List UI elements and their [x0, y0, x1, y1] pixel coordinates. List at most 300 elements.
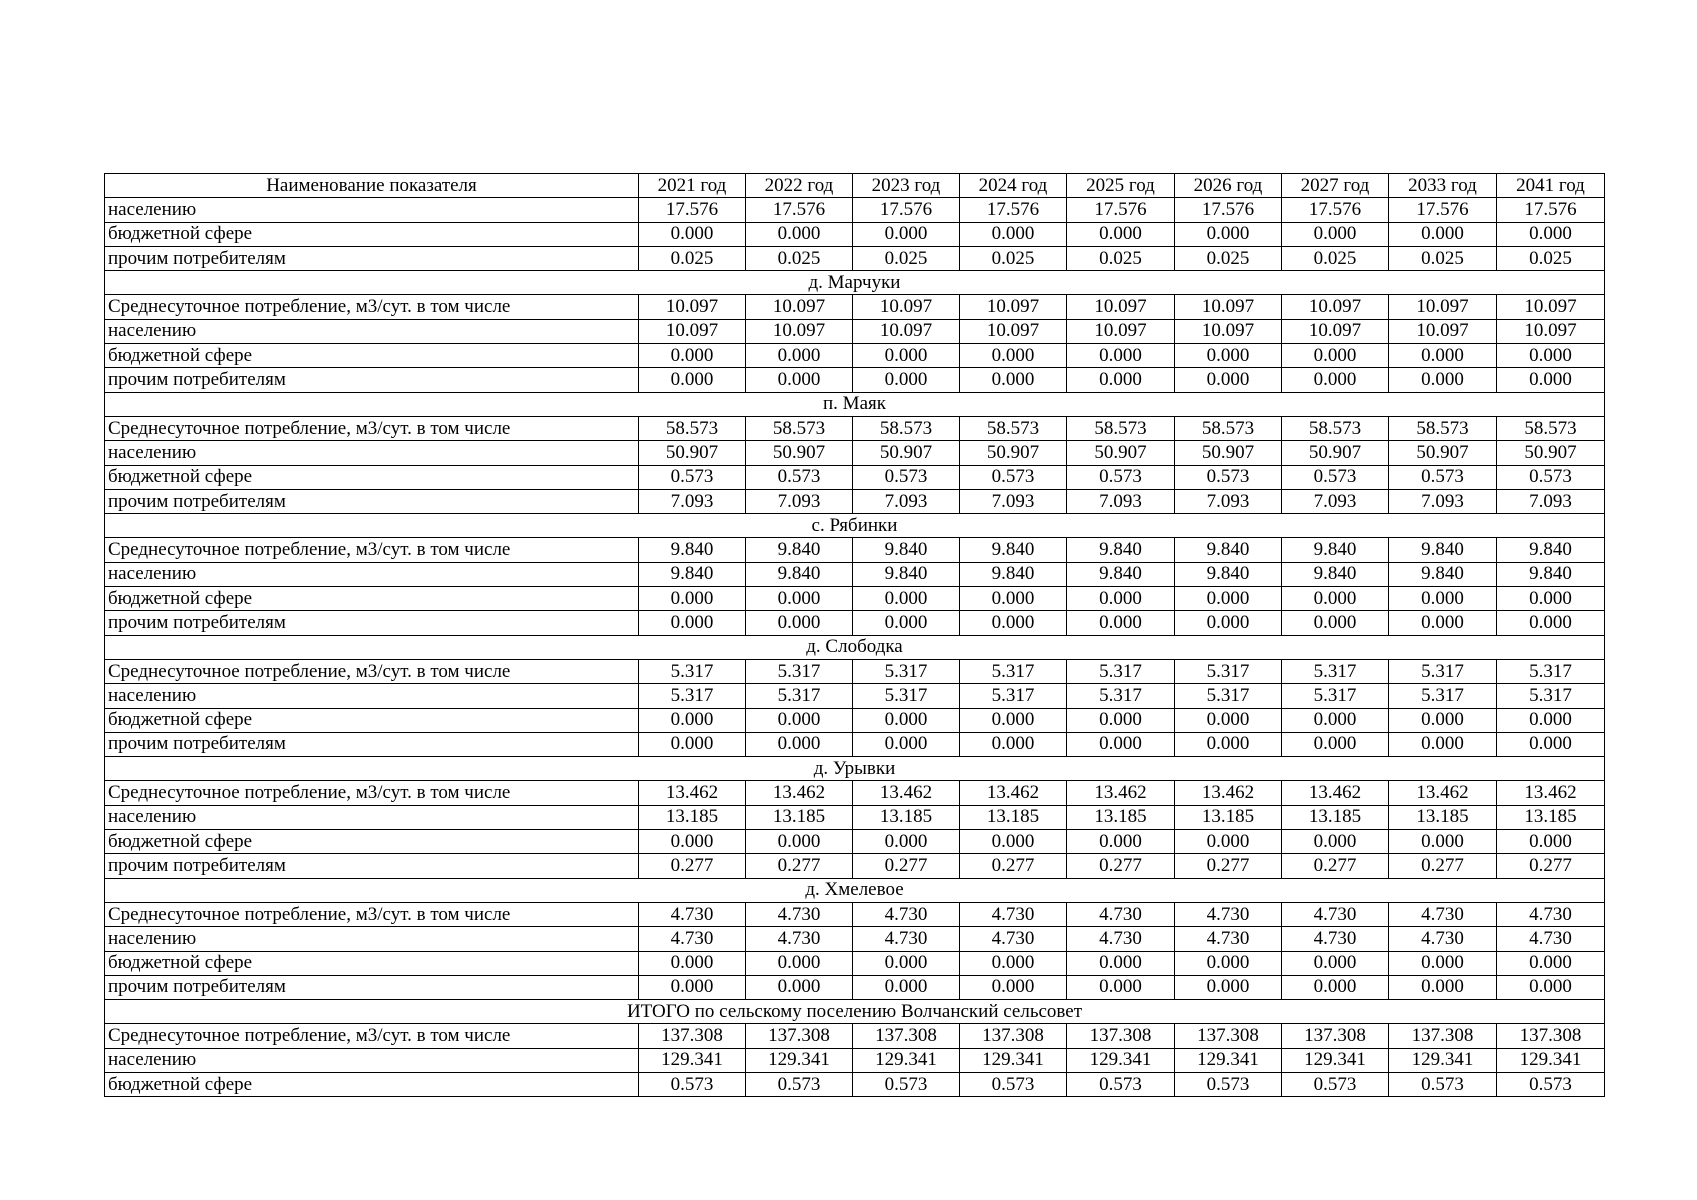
cell-value: 4.730	[746, 902, 853, 926]
cell-value: 4.730	[1175, 902, 1282, 926]
cell-value: 10.097	[1175, 319, 1282, 343]
cell-value: 0.025	[960, 246, 1067, 270]
cell-value: 0.000	[746, 222, 853, 246]
table-row	[105, 659, 1605, 683]
cell-value: 4.730	[1067, 927, 1175, 951]
cell-value: 13.185	[1389, 805, 1497, 829]
cell-value: 0.000	[1067, 587, 1175, 611]
row-label: прочим потребителям	[105, 246, 639, 270]
row-label: бюджетной сфере	[105, 344, 639, 368]
section-row	[105, 1000, 1605, 1024]
cell-value: 7.093	[1389, 489, 1497, 513]
cell-value: 9.840	[1497, 562, 1605, 586]
cell-value: 0.000	[746, 830, 853, 854]
cell-value: 4.730	[1389, 927, 1497, 951]
cell-value: 58.573	[1282, 416, 1389, 440]
cell-value: 58.573	[1175, 416, 1282, 440]
table-row	[105, 781, 1605, 805]
table-row	[105, 246, 1605, 270]
cell-value: 0.573	[1175, 1072, 1282, 1096]
cell-value: 17.576	[1175, 198, 1282, 222]
cell-value: 17.576	[1282, 198, 1389, 222]
cell-value: 17.576	[853, 198, 960, 222]
table-row	[105, 489, 1605, 513]
cell-value: 0.025	[853, 246, 960, 270]
table-row	[105, 319, 1605, 343]
cell-value: 0.000	[1282, 708, 1389, 732]
cell-value: 4.730	[960, 902, 1067, 926]
cell-value: 0.000	[960, 732, 1067, 756]
cell-value: 0.000	[960, 951, 1067, 975]
cell-value: 4.730	[853, 902, 960, 926]
cell-value: 0.000	[1282, 344, 1389, 368]
cell-value: 0.000	[746, 344, 853, 368]
cell-value: 0.277	[1389, 854, 1497, 878]
cell-value: 0.277	[1497, 854, 1605, 878]
cell-value: 10.097	[746, 319, 853, 343]
row-label: прочим потребителям	[105, 732, 639, 756]
cell-value: 0.573	[853, 1072, 960, 1096]
table-row	[105, 1048, 1605, 1072]
cell-value: 0.000	[639, 587, 746, 611]
table-row	[105, 684, 1605, 708]
cell-value: 0.000	[639, 222, 746, 246]
row-label: бюджетной сфере	[105, 587, 639, 611]
cell-value: 137.308	[1389, 1024, 1497, 1048]
cell-value: 5.317	[1067, 659, 1175, 683]
cell-value: 129.341	[1497, 1048, 1605, 1072]
cell-value: 5.317	[746, 659, 853, 683]
cell-value: 4.730	[1175, 927, 1282, 951]
header-year: 2022 год	[746, 174, 853, 198]
cell-value: 0.000	[960, 975, 1067, 999]
table-row	[105, 587, 1605, 611]
cell-value: 0.573	[746, 1072, 853, 1096]
row-label: прочим потребителям	[105, 854, 639, 878]
cell-value: 0.573	[746, 465, 853, 489]
section-title: д. Марчуки	[105, 271, 1605, 295]
cell-value: 10.097	[746, 295, 853, 319]
cell-value: 5.317	[960, 684, 1067, 708]
cell-value: 9.840	[746, 562, 853, 586]
table-row	[105, 465, 1605, 489]
cell-value: 58.573	[1497, 416, 1605, 440]
cell-value: 0.573	[1389, 1072, 1497, 1096]
cell-value: 0.000	[746, 732, 853, 756]
cell-value: 7.093	[746, 489, 853, 513]
cell-value: 5.317	[1497, 659, 1605, 683]
row-label: прочим потребителям	[105, 975, 639, 999]
cell-value: 0.000	[1175, 830, 1282, 854]
row-label: прочим потребителям	[105, 489, 639, 513]
cell-value: 137.308	[1497, 1024, 1605, 1048]
cell-value: 10.097	[1282, 295, 1389, 319]
table-row	[105, 441, 1605, 465]
table-row	[105, 368, 1605, 392]
cell-value: 13.185	[1175, 805, 1282, 829]
cell-value: 0.025	[1389, 246, 1497, 270]
cell-value: 58.573	[1067, 416, 1175, 440]
cell-value: 7.093	[1497, 489, 1605, 513]
table-row	[105, 951, 1605, 975]
cell-value: 9.840	[1497, 538, 1605, 562]
cell-value: 13.462	[746, 781, 853, 805]
cell-value: 0.025	[1497, 246, 1605, 270]
cell-value: 58.573	[960, 416, 1067, 440]
cell-value: 137.308	[746, 1024, 853, 1048]
cell-value: 13.462	[1067, 781, 1175, 805]
cell-value: 0.000	[1067, 222, 1175, 246]
cell-value: 13.185	[960, 805, 1067, 829]
cell-value: 0.000	[1389, 830, 1497, 854]
row-label: населению	[105, 927, 639, 951]
cell-value: 0.277	[1175, 854, 1282, 878]
cell-value: 9.840	[1389, 562, 1497, 586]
cell-value: 13.185	[853, 805, 960, 829]
cell-value: 0.000	[639, 708, 746, 732]
cell-value: 5.317	[1497, 684, 1605, 708]
cell-value: 0.000	[639, 611, 746, 635]
cell-value: 4.730	[746, 927, 853, 951]
header-name: Наименование показателя	[105, 174, 639, 198]
cell-value: 0.000	[746, 587, 853, 611]
cell-value: 9.840	[853, 538, 960, 562]
cell-value: 0.000	[1282, 732, 1389, 756]
cell-value: 0.000	[853, 708, 960, 732]
row-label: Среднесуточное потребление, м3/сут. в том числе	[105, 295, 639, 319]
cell-value: 4.730	[1497, 902, 1605, 926]
cell-value: 0.573	[1175, 465, 1282, 489]
cell-value: 13.185	[639, 805, 746, 829]
cell-value: 0.000	[1282, 830, 1389, 854]
cell-value: 4.730	[1282, 902, 1389, 926]
cell-value: 0.000	[853, 344, 960, 368]
table-row	[105, 344, 1605, 368]
cell-value: 0.000	[1497, 708, 1605, 732]
row-label: населению	[105, 805, 639, 829]
cell-value: 0.000	[1067, 344, 1175, 368]
header-year: 2026 год	[1175, 174, 1282, 198]
cell-value: 17.576	[1497, 198, 1605, 222]
cell-value: 0.000	[960, 587, 1067, 611]
cell-value: 137.308	[853, 1024, 960, 1048]
cell-value: 0.000	[1175, 611, 1282, 635]
cell-value: 9.840	[1175, 562, 1282, 586]
cell-value: 0.573	[960, 465, 1067, 489]
cell-value: 13.185	[1497, 805, 1605, 829]
cell-value: 0.000	[1389, 732, 1497, 756]
cell-value: 5.317	[853, 659, 960, 683]
cell-value: 0.000	[1175, 975, 1282, 999]
row-label: бюджетной сфере	[105, 708, 639, 732]
cell-value: 0.000	[746, 975, 853, 999]
cell-value: 0.573	[853, 465, 960, 489]
cell-value: 50.907	[1497, 441, 1605, 465]
cell-value: 0.573	[639, 465, 746, 489]
section-row	[105, 878, 1605, 902]
cell-value: 0.000	[1175, 344, 1282, 368]
cell-value: 4.730	[960, 927, 1067, 951]
cell-value: 5.317	[1175, 659, 1282, 683]
cell-value: 5.317	[1282, 659, 1389, 683]
cell-value: 5.317	[853, 684, 960, 708]
cell-value: 9.840	[639, 562, 746, 586]
table-row	[105, 854, 1605, 878]
cell-value: 137.308	[1282, 1024, 1389, 1048]
table-row	[105, 538, 1605, 562]
cell-value: 4.730	[1497, 927, 1605, 951]
cell-value: 0.000	[853, 732, 960, 756]
row-label: бюджетной сфере	[105, 222, 639, 246]
cell-value: 0.573	[1067, 1072, 1175, 1096]
cell-value: 0.277	[746, 854, 853, 878]
table-row	[105, 416, 1605, 440]
cell-value: 0.573	[1497, 465, 1605, 489]
cell-value: 0.000	[1282, 587, 1389, 611]
cell-value: 0.025	[639, 246, 746, 270]
cell-value: 17.576	[1067, 198, 1175, 222]
row-label: бюджетной сфере	[105, 951, 639, 975]
cell-value: 5.317	[1067, 684, 1175, 708]
table-row	[105, 975, 1605, 999]
cell-value: 0.000	[639, 951, 746, 975]
cell-value: 0.000	[1175, 222, 1282, 246]
cell-value: 0.277	[639, 854, 746, 878]
cell-value: 58.573	[746, 416, 853, 440]
cell-value: 0.000	[746, 611, 853, 635]
cell-value: 129.341	[853, 1048, 960, 1072]
cell-value: 129.341	[1282, 1048, 1389, 1072]
cell-value: 0.000	[1497, 975, 1605, 999]
cell-value: 0.025	[1282, 246, 1389, 270]
row-label: Среднесуточное потребление, м3/сут. в том числе	[105, 416, 639, 440]
header-year: 2027 год	[1282, 174, 1389, 198]
cell-value: 5.317	[639, 659, 746, 683]
cell-value: 0.000	[1067, 975, 1175, 999]
cell-value: 0.000	[1175, 708, 1282, 732]
cell-value: 58.573	[1389, 416, 1497, 440]
header-year: 2025 год	[1067, 174, 1175, 198]
cell-value: 0.000	[1389, 975, 1497, 999]
cell-value: 9.840	[960, 538, 1067, 562]
table-row	[105, 295, 1605, 319]
cell-value: 10.097	[960, 319, 1067, 343]
cell-value: 7.093	[1175, 489, 1282, 513]
cell-value: 9.840	[1282, 538, 1389, 562]
header-year: 2021 год	[639, 174, 746, 198]
cell-value: 0.000	[1282, 951, 1389, 975]
cell-value: 129.341	[746, 1048, 853, 1072]
cell-value: 0.277	[1067, 854, 1175, 878]
cell-value: 0.000	[853, 222, 960, 246]
cell-value: 0.000	[1282, 611, 1389, 635]
cell-value: 50.907	[960, 441, 1067, 465]
header-year: 2041 год	[1497, 174, 1605, 198]
row-label: населению	[105, 319, 639, 343]
cell-value: 17.576	[960, 198, 1067, 222]
table-row	[105, 222, 1605, 246]
section-title: д. Слободка	[105, 635, 1605, 659]
cell-value: 129.341	[960, 1048, 1067, 1072]
table-row	[105, 902, 1605, 926]
cell-value: 0.277	[1282, 854, 1389, 878]
cell-value: 0.000	[639, 830, 746, 854]
cell-value: 0.000	[639, 344, 746, 368]
cell-value: 10.097	[1389, 319, 1497, 343]
cell-value: 0.000	[1389, 368, 1497, 392]
cell-value: 0.000	[853, 368, 960, 392]
header-year: 2033 год	[1389, 174, 1497, 198]
cell-value: 50.907	[746, 441, 853, 465]
row-label: прочим потребителям	[105, 368, 639, 392]
cell-value: 0.000	[960, 344, 1067, 368]
cell-value: 0.000	[960, 708, 1067, 732]
table-row	[105, 830, 1605, 854]
cell-value: 0.000	[746, 368, 853, 392]
table-row	[105, 805, 1605, 829]
cell-value: 4.730	[1389, 902, 1497, 926]
cell-value: 13.185	[746, 805, 853, 829]
cell-value: 13.462	[853, 781, 960, 805]
table-row	[105, 1072, 1605, 1096]
cell-value: 0.277	[853, 854, 960, 878]
cell-value: 0.573	[1282, 465, 1389, 489]
row-label: Среднесуточное потребление, м3/сут. в том числе	[105, 902, 639, 926]
cell-value: 0.000	[1175, 732, 1282, 756]
cell-value: 137.308	[1067, 1024, 1175, 1048]
section-row	[105, 392, 1605, 416]
row-label: Среднесуточное потребление, м3/сут. в том числе	[105, 659, 639, 683]
row-label: населению	[105, 198, 639, 222]
cell-value: 9.840	[853, 562, 960, 586]
cell-value: 0.000	[1282, 975, 1389, 999]
cell-value: 17.576	[746, 198, 853, 222]
section-row	[105, 271, 1605, 295]
cell-value: 13.462	[1389, 781, 1497, 805]
cell-value: 0.000	[1175, 951, 1282, 975]
header-year: 2024 год	[960, 174, 1067, 198]
cell-value: 0.000	[1175, 368, 1282, 392]
table-row	[105, 198, 1605, 222]
cell-value: 10.097	[1175, 295, 1282, 319]
cell-value: 10.097	[1497, 295, 1605, 319]
cell-value: 0.000	[1282, 368, 1389, 392]
cell-value: 9.840	[1282, 562, 1389, 586]
cell-value: 0.000	[639, 975, 746, 999]
cell-value: 0.000	[853, 587, 960, 611]
cell-value: 0.000	[1497, 830, 1605, 854]
cell-value: 137.308	[639, 1024, 746, 1048]
cell-value: 4.730	[639, 902, 746, 926]
cell-value: 0.000	[1067, 368, 1175, 392]
row-label: прочим потребителям	[105, 611, 639, 635]
table-row	[105, 708, 1605, 732]
cell-value: 0.000	[746, 951, 853, 975]
cell-value: 5.317	[1175, 684, 1282, 708]
cell-value: 0.025	[746, 246, 853, 270]
cell-value: 4.730	[1282, 927, 1389, 951]
cell-value: 0.000	[1389, 708, 1497, 732]
cell-value: 0.000	[1389, 951, 1497, 975]
cell-value: 0.000	[1067, 708, 1175, 732]
section-title: п. Маяк	[105, 392, 1605, 416]
cell-value: 0.000	[960, 611, 1067, 635]
cell-value: 9.840	[746, 538, 853, 562]
cell-value: 10.097	[639, 319, 746, 343]
cell-value: 0.000	[1067, 951, 1175, 975]
cell-value: 0.000	[853, 611, 960, 635]
cell-value: 58.573	[853, 416, 960, 440]
cell-value: 137.308	[960, 1024, 1067, 1048]
cell-value: 50.907	[639, 441, 746, 465]
cell-value: 4.730	[1067, 902, 1175, 926]
section-title: д. Хмелевое	[105, 878, 1605, 902]
cell-value: 5.317	[960, 659, 1067, 683]
cell-value: 129.341	[639, 1048, 746, 1072]
cell-value: 50.907	[853, 441, 960, 465]
cell-value: 0.573	[1282, 1072, 1389, 1096]
cell-value: 10.097	[1282, 319, 1389, 343]
section-title: ИТОГО по сельскому поселению Волчанский сельсовет	[105, 1000, 1605, 1024]
cell-value: 0.000	[1497, 951, 1605, 975]
cell-value: 10.097	[1067, 295, 1175, 319]
row-label: бюджетной сфере	[105, 830, 639, 854]
cell-value: 9.840	[1067, 562, 1175, 586]
section-title: д. Урывки	[105, 757, 1605, 781]
cell-value: 10.097	[853, 295, 960, 319]
consumption-table	[104, 173, 1605, 1097]
cell-value: 7.093	[1282, 489, 1389, 513]
cell-value: 129.341	[1067, 1048, 1175, 1072]
cell-value: 9.840	[1067, 538, 1175, 562]
table-row	[105, 1024, 1605, 1048]
cell-value: 5.317	[1282, 684, 1389, 708]
section-title: с. Рябинки	[105, 514, 1605, 538]
cell-value: 0.573	[1067, 465, 1175, 489]
cell-value: 0.573	[1497, 1072, 1605, 1096]
cell-value: 50.907	[1175, 441, 1282, 465]
cell-value: 58.573	[639, 416, 746, 440]
cell-value: 0.000	[1497, 222, 1605, 246]
cell-value: 10.097	[1389, 295, 1497, 319]
header-year: 2023 год	[853, 174, 960, 198]
cell-value: 50.907	[1282, 441, 1389, 465]
cell-value: 0.000	[1067, 830, 1175, 854]
cell-value: 9.840	[1389, 538, 1497, 562]
row-label: бюджетной сфере	[105, 1072, 639, 1096]
cell-value: 9.840	[639, 538, 746, 562]
cell-value: 50.907	[1389, 441, 1497, 465]
row-label: населению	[105, 1048, 639, 1072]
table-body	[105, 198, 1605, 1097]
table-header-row	[105, 174, 1605, 198]
cell-value: 10.097	[960, 295, 1067, 319]
cell-value: 17.576	[639, 198, 746, 222]
cell-value: 0.573	[639, 1072, 746, 1096]
cell-value: 0.000	[853, 975, 960, 999]
cell-value: 0.000	[853, 951, 960, 975]
cell-value: 0.000	[853, 830, 960, 854]
cell-value: 4.730	[853, 927, 960, 951]
row-label: Среднесуточное потребление, м3/сут. в том числе	[105, 538, 639, 562]
table-row	[105, 732, 1605, 756]
cell-value: 5.317	[1389, 684, 1497, 708]
cell-value: 0.000	[1389, 611, 1497, 635]
cell-value: 10.097	[639, 295, 746, 319]
cell-value: 0.573	[1389, 465, 1497, 489]
cell-value: 0.000	[1497, 368, 1605, 392]
cell-value: 50.907	[1067, 441, 1175, 465]
